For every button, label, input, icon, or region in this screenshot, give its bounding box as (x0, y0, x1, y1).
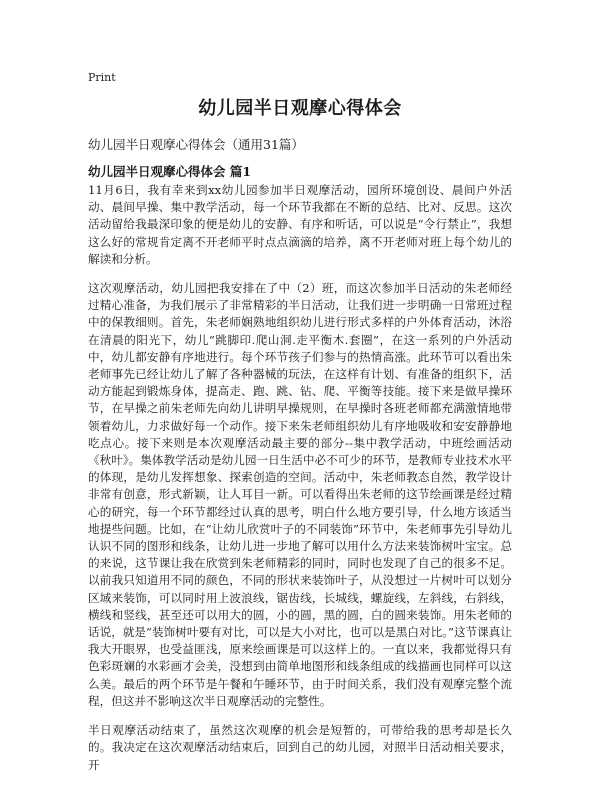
article-body (88, 182, 512, 786)
paragraph-3: 半日观摩活动结束了，虽然这次观摩的机会是短暂的，可带给我的思考却是长久的。我决定在这次观摩活动结束后，回到自己的幼儿园，对照半日活动相关要求，开 (88, 723, 512, 772)
paragraph-2: 这次观摩活动，幼儿园把我安排在了中（2）班，而这次参加半日活动的朱老师经过精心准备，为我们展示了非常精彩的半日活动，让我们进一步明确一日常班过程中的保教细则。首先，朱老师娴熟地组织幼儿进行形式多样的户外体育活动，沐浴在清晨的阳光下，幼儿“跳脚印.爬山洞.走平衡木.套圈”，在这一系列的户外活动中，幼儿都安静有序地进行。每个环节孩子们参与的热情高涨。此环节可以看出朱老师事先已经让幼儿了解了各种器械的玩法，在这样有计划、有准备的组织下，活动方能起到锻炼身体，提高走、跑、跳、钻、爬、平衡等技能。接下来是做早操环节，在早操之前朱老师先向幼儿讲明早操规则，在早操时各班老师都充满激情地带领着幼儿，力求做好每一个动作。接下来朱老师组织幼儿有序地吸收和安安静静地吃点心。接下来则是本次观摩活动最主要的部分--集中教学活动，中班绘画活动《秋叶》。集体教学活动是幼儿园一日生活中必不可少的环节，是教师专业技术水平的体现，是幼儿发挥想象、探索创造的空间。活动中，朱老师教态自然，教学设计非常有创意，形式新颖，让人耳目一新。可以看得出朱老师的这节绘画课是经过精心的研究，每一个环节都经过认真的思考，明白什么地方要引导，什么地方该适当地提些问题。比如，在“让幼儿欣赏叶子的不同装饰”环节中，朱老师事先引导幼儿认识不同的图形和线条，让幼儿进一步地了解可以用什么方法来装饰树叶宝宝。总的来说，这节课让我在欣赏到朱老师精彩的同时，同时也发现了自己的很多不足。以前我只知道用不同的颜色，不同的形状来装饰叶子，从没想过一片树叶可以划分区域来装饰，可以同时用上波浪线，锯齿线，长城线，螺旋线，左斜线，右斜线，横线和竖线，甚至还可以用大的圆，小的圆，黑的圆，白的圆来装饰。用朱老师的话说，就是“装饰树叶要有对比，可以是大小对比，也可以是黑白对比。”这节课真让我大开眼界，也受益匪浅，原来绘画课是可以这样上的。一直以来，我都觉得只有色彩斑斓的水彩画才会美，没想到由简单地图形和线条组成的线描画也同样可以这么美。最后的两个环节是午餐和午睡环节，由于时间关系，我们没有观摩完整个流程，但这并不影响这次半日观摩活动的完整性。 (88, 281, 512, 708)
document-subtitle: 幼儿园半日观摩心得体会（通用31篇） (88, 137, 304, 152)
section-heading: 幼儿园半日观摩心得体会 篇1 (88, 164, 252, 179)
print-link[interactable]: Print (88, 71, 116, 84)
paragraph-1: 11月6日，我有幸来到xx幼儿园参加半日观摩活动，园所环境创设、晨间户外活动、晨间早操、集中教学活动，每一个环节我都在不断的总结、比对、反思。这次活动留给我最深印象的便是幼儿的安静、有序和听话，可以说是“令行禁止”，我想这么好的常规肯定离不开老师平时点点滴滴的培养，离不开老师对班上每个幼儿的解读和分析。 (88, 183, 512, 266)
page-title: 幼儿园半日观摩心得体会 (198, 98, 402, 119)
